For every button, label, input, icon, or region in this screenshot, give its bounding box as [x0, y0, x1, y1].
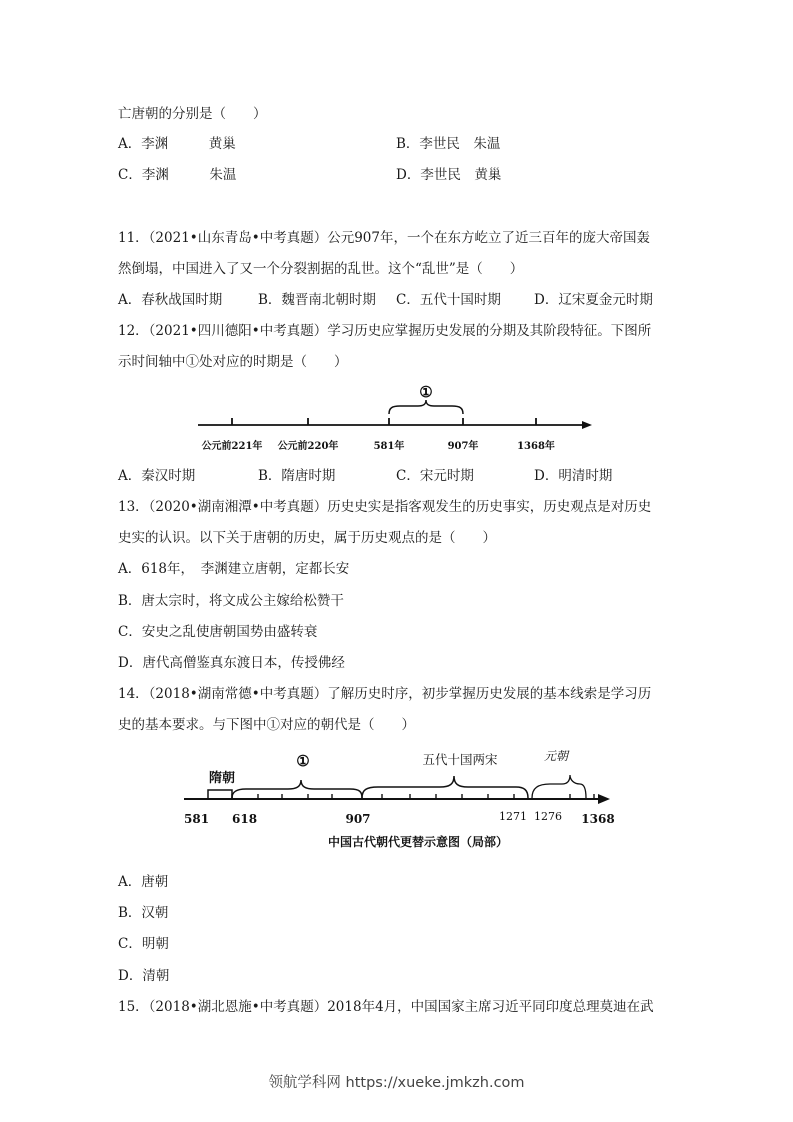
q15-stem-line1: 15．（2018•湖北恩施•中考真题）2018年4月，中国国家主席习近平同印度总理莫迪在武	[118, 999, 654, 1015]
q14-stem-line1: 14．（2018•湖南常德•中考真题）了解历史时序，初步掌握历史发展的基本线索是学习历	[118, 686, 652, 702]
q12-stem-line1: 12．（2021•四川德阳•中考真题）学习历史应掌握历史发展的分期及其阶段特征。下图所	[118, 323, 652, 339]
q10-option-a: A．李渊 黄巢	[118, 136, 236, 152]
q13-option-b: B．唐太宗时，将文成公主嫁给松赞干	[118, 593, 344, 609]
q14-option-d: D．清朝	[118, 968, 170, 984]
q12-timeline	[190, 378, 600, 458]
q14-label-yuan: 元朝	[543, 749, 569, 763]
q12-brace	[389, 400, 463, 414]
q13-option-a: A．618年， 李渊建立唐朝，定都长安	[118, 561, 350, 577]
q12-tick-label-2: 公元前220年	[277, 441, 339, 452]
q12-option-c: C．宋元时期	[396, 468, 474, 484]
q12-option-b: B．隋唐时期	[258, 468, 336, 484]
q14-option-a: A．唐朝	[118, 874, 169, 890]
q14-tick-label-1: 581	[184, 812, 210, 826]
q14-tick-label-3: 907	[345, 812, 371, 826]
q10-option-c: C．李渊 朱温	[118, 167, 237, 183]
q10-option-d: D．李世民 黄巢	[396, 167, 502, 183]
q12-stem-line2: 示时间轴中①处对应的时期是（ ）	[118, 354, 348, 370]
q14-tick-label-5: 1276	[534, 810, 562, 823]
page-footer: 领航学科网 https://xueke.jmkzh.com	[268, 1075, 525, 1091]
q14-label-sui: 隋朝	[208, 771, 236, 786]
q11-option-d: D．辽宋夏金元时期	[534, 292, 653, 308]
q14-tick-label-4: 1271	[499, 810, 527, 823]
q11-option-a: A．春秋战国时期	[118, 292, 223, 308]
q14-brace-2	[362, 776, 528, 798]
q14-stem-line2: 史的基本要求。与下图中①对应的朝代是（ ）	[118, 717, 415, 733]
q12-tick-label-5: 1368年	[517, 441, 555, 452]
q13-stem-line2: 史实的认识。以下关于唐朝的历史，属于历史观点的是（ ）	[118, 530, 496, 546]
q11-stem-line2: 然倒塌，中国进入了又一个分裂割据的乱世。这个“乱世”是（ ）	[118, 261, 524, 277]
q12-tick-label-4: 907年	[447, 441, 479, 452]
q11-option-b: B．魏晋南北朝时期	[258, 292, 376, 308]
q13-option-c: C．安史之乱使唐朝国势由盛转衰	[118, 624, 318, 640]
q13-stem-line1: 13．（2020•湖南湘潭•中考真题）历史史实是指客观发生的历史事实，历史观点是对历史	[118, 499, 652, 515]
q13-option-d: D．唐代高僧鉴真东渡日本，传授佛经	[118, 655, 345, 671]
q14-option-b: B．汉朝	[118, 905, 169, 921]
q14-diagram	[170, 742, 620, 854]
q14-sui-bracket	[208, 790, 232, 799]
q11-stem-line1: 11．（2021•山东青岛•中考真题）公元907年，一个在东方屹立了近三百年的庞大帝国轰	[118, 230, 650, 246]
q14-caption: 中国古代朝代更替示意图（局部）	[327, 835, 509, 849]
q10-option-b: B．李世民 朱温	[396, 136, 501, 152]
q12-marker: ①	[419, 383, 433, 401]
q12-tick-label-3: 581年	[373, 441, 405, 452]
q12-option-d: D．明清时期	[534, 468, 613, 484]
q10-stem: 亡唐朝的分别是（ ）	[118, 106, 267, 122]
q12-option-a: A．秦汉时期	[118, 468, 196, 484]
q14-brace-1	[232, 780, 362, 798]
q14-brace-3	[532, 775, 586, 798]
q11-option-c: C．五代十国时期	[396, 292, 501, 308]
q14-marker: ①	[296, 752, 310, 770]
q14-label-mid: 五代十国两宋	[422, 752, 498, 767]
q14-option-c: C．明朝	[118, 936, 169, 952]
q14-tick-label-2: 618	[232, 812, 258, 826]
q12-tick-label-1: 公元前221年	[201, 441, 263, 452]
q14-tick-label-6: 1368	[581, 812, 615, 826]
